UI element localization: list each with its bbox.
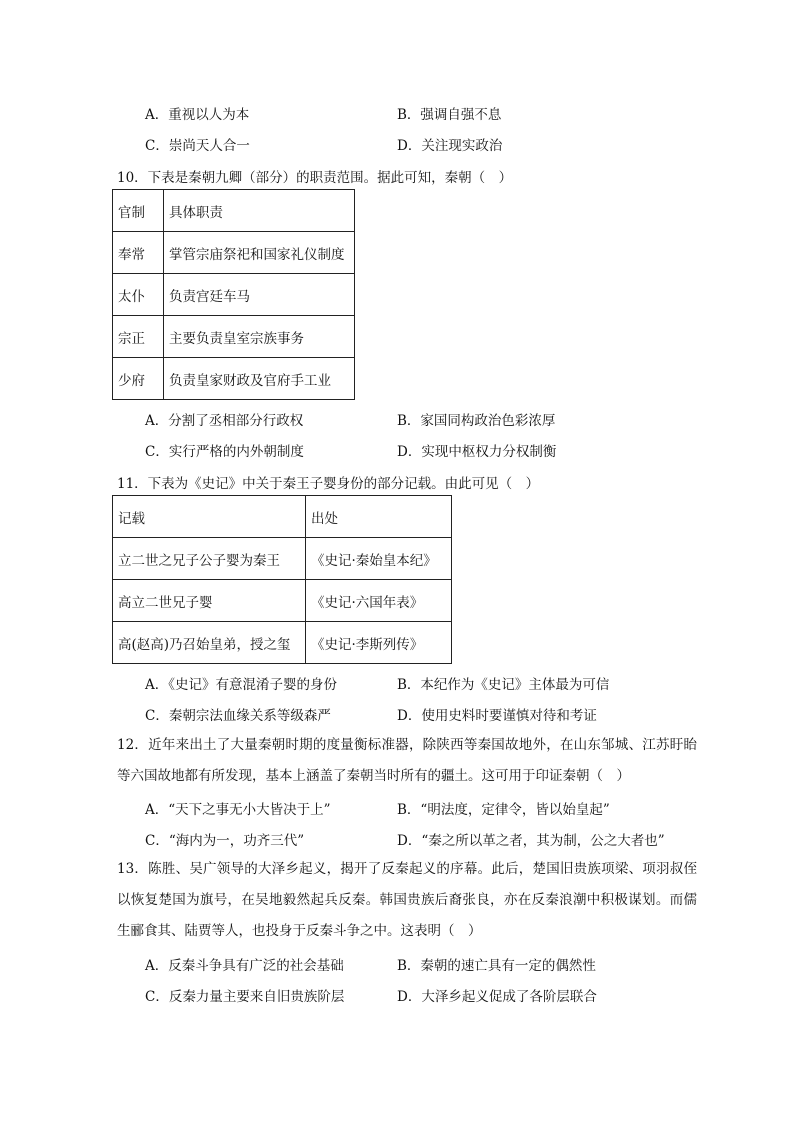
q9-option-b: B．强调自强不息 — [397, 107, 502, 123]
q10-option-c: C．实行严格的内外朝制度 — [145, 444, 304, 460]
table-cell: 《史记·李斯列传》 — [306, 622, 452, 664]
q12-option-b: B．“明法度，定律令，皆以始皇起” — [397, 802, 610, 818]
q10-option-b: B．家国同构政治色彩浓厚 — [397, 413, 556, 429]
q10-stem: 10．下表是秦朝九卿（部分）的职责范围。据此可知，秦朝（ ） — [117, 170, 513, 186]
table-cell: 主要负责皇室宗族事务 — [164, 316, 355, 358]
q9-option-a: A．重视以人为本 — [145, 107, 250, 123]
table-cell: 少府 — [113, 358, 164, 400]
q9-option-d: D．关注现实政治 — [397, 138, 503, 154]
q12-option-a: A．“天下之事无小大皆决于上” — [145, 802, 331, 818]
q11-option-b: B．本纪作为《史记》主体最为可信 — [397, 677, 610, 693]
q10-option-d: D．实现中枢权力分权制衡 — [397, 444, 557, 460]
table-cell: 高立二世兄子婴 — [113, 580, 306, 622]
table-row — [113, 232, 355, 274]
table-cell: 负责皇家财政及官府手工业 — [164, 358, 355, 400]
q13-option-b: B．秦朝的速亡具有一定的偶然性 — [397, 958, 596, 974]
table-row — [113, 358, 355, 400]
q13-stem: 13．陈胜、吴广领导的大泽乡起义，揭开了反秦起义的序幕。此后，楚国旧贵族项梁、项羽叔侄以恢复楚国为旗号，在吴地毅然起兵反秦。韩国贵族后裔张良，亦在反秦浪潮中积极谋划。而儒生郦食其、陆贾等人，也投身于反秦斗争之中。这表明（ ） — [117, 861, 697, 939]
table-header-cell: 具体职责 — [164, 190, 355, 232]
table-header-row — [113, 190, 355, 232]
q12-option-d: D．“秦之所以革之者，其为制，公之大者也” — [397, 833, 665, 849]
table-header-cell: 官制 — [113, 190, 164, 232]
table-row — [113, 274, 355, 316]
table-cell: 掌管宗庙祭祀和国家礼仪制度 — [164, 232, 355, 274]
q10-option-a: A．分割了丞相部分行政权 — [145, 413, 304, 429]
q12-option-c: C．“海内为一，功齐三代” — [145, 833, 305, 849]
table-row — [113, 622, 452, 664]
q13-option-a: A．反秦斗争具有广泛的社会基础 — [145, 958, 344, 974]
table-row — [113, 580, 452, 622]
table-cell: 《史记·秦始皇本纪》 — [306, 538, 452, 580]
table-cell: 太仆 — [113, 274, 164, 316]
q11-table — [112, 495, 452, 664]
q11-option-d: D．使用史料时要谨慎对待和考证 — [397, 708, 597, 724]
table-cell: 高(赵高)乃召始皇弟，授之玺 — [113, 622, 306, 664]
q13-option-d: D．大泽乡起义促成了各阶层联合 — [397, 989, 597, 1005]
table-row — [113, 538, 452, 580]
table-cell: 宗正 — [113, 316, 164, 358]
table-header-row — [113, 496, 452, 538]
q11-option-c: C．秦朝宗法血缘关系等级森严 — [145, 708, 331, 724]
table-header-cell: 记载 — [113, 496, 306, 538]
table-cell: 奉常 — [113, 232, 164, 274]
q10-table — [112, 189, 355, 400]
q13-option-c: C．反秦力量主要来自旧贵族阶层 — [145, 989, 345, 1005]
q9-option-c: C．崇尚天人合一 — [145, 138, 250, 154]
q11-option-a: A．《史记》有意混淆子婴的身份 — [145, 677, 337, 693]
table-cell: 负责宫廷车马 — [164, 274, 355, 316]
table-cell: 立二世之兄子公子婴为秦王 — [113, 538, 306, 580]
q12-stem: 12．近年来出土了大量秦朝时期的度量衡标准器，除陕西等秦国故地外，在山东邹城、江苏盱眙等六国故地都有所发现，基本上涵盖了秦朝当时所有的疆土。这可用于印证秦朝（ ） — [117, 737, 697, 784]
table-cell: 《史记·六国年表》 — [306, 580, 452, 622]
q11-stem: 11．下表为《史记》中关于秦王子婴身份的部分记载。由此可见（ ） — [117, 476, 540, 492]
table-row — [113, 316, 355, 358]
table-header-cell: 出处 — [306, 496, 452, 538]
